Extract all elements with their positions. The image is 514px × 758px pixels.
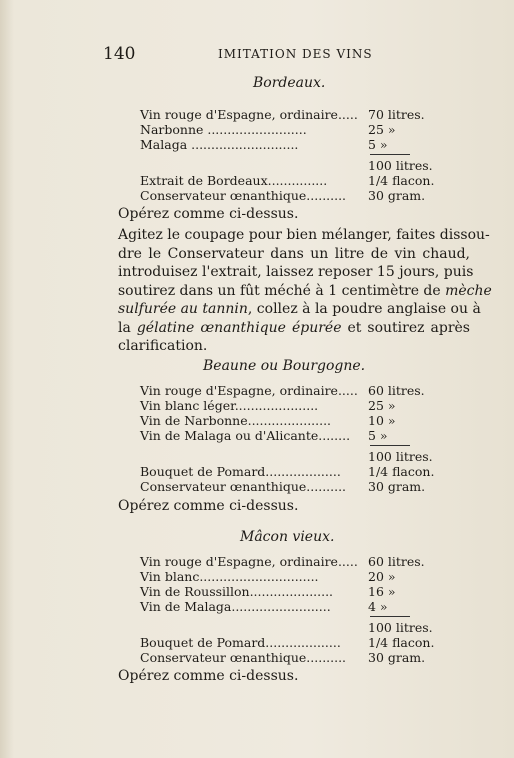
ingredient-row: Vin rouge d'Espagne, ordinaire..... 60 litres. (140, 383, 425, 398)
ingredient-row: Malaga ........................... 5 » (140, 137, 388, 152)
addition-row: Conservateur œnanthique.......... 30 gram. (140, 479, 426, 494)
total-row: 100 litres. (368, 620, 433, 635)
addition-row: Bouquet de Pomard................... 1/4 flacon. (140, 635, 435, 650)
ingredient-row: Vin rouge d'Espagne, ordinaire..... 70 litres. (140, 107, 425, 122)
ingredient-row: Vin rouge d'Espagne, ordinaire..... 60 litres. (140, 554, 425, 569)
instruction-text: Opérez comme ci-dessus. (118, 668, 299, 684)
ingredient-row: Vin blanc.............................. 20 » (140, 569, 396, 584)
ingredient-row: Vin de Narbonne..................... 10 » (140, 413, 396, 428)
recipe-beaune (140, 383, 440, 494)
instruction-text: Opérez comme ci-dessus. (118, 206, 299, 222)
recipe-bordeaux (140, 107, 440, 203)
ingredient-row: Vin de Malaga ou d'Alicante........ 5 » (140, 428, 388, 443)
section-heading-macon: Mâcon vieux. (240, 529, 335, 545)
recipe-macon (140, 554, 440, 665)
running-title: IMITATION DES VINS (218, 47, 373, 61)
total-row: 100 litres. (368, 449, 433, 464)
section-heading-beaune: Beaune ou Bourgogne. (203, 358, 366, 374)
page-number: 140 (103, 44, 136, 64)
ingredient-row: Narbonne ......................... 25 » (140, 122, 396, 137)
addition-row: Extrait de Bordeaux............... 1/4 flacon. (140, 173, 435, 188)
ingredient-row: Vin de Roussillon..................... 16 » (140, 584, 396, 599)
instruction-text: Opérez comme ci-dessus. (118, 498, 299, 514)
addition-row: Conservateur œnanthique.......... 30 gram. (140, 188, 426, 203)
ingredient-row: Vin blanc léger..................... 25 » (140, 398, 396, 413)
ingredient-row: Vin de Malaga......................... 4 » (140, 599, 388, 614)
addition-row: Bouquet de Pomard................... 1/4 flacon. (140, 464, 435, 479)
addition-row: Conservateur œnanthique.......... 30 gram. (140, 650, 426, 665)
total-row: 100 litres. (368, 158, 433, 173)
page-header (0, 44, 514, 64)
procedure-paragraph: Agitez le coupage pour bien mélanger, faites dissou- dre le Conservateur dans un litre de vin chaud, introduisez l'extrait, laissez reposer 15 jours, puis soutirez dans un fût méché à 1 centimètre de mèche sulfurée au tannin, collez à la poudre anglaise ou à la gélatine œnanthique épurée et soutirez après clarification. (118, 227, 492, 354)
section-heading-bordeaux: Bordeaux. (253, 75, 326, 91)
